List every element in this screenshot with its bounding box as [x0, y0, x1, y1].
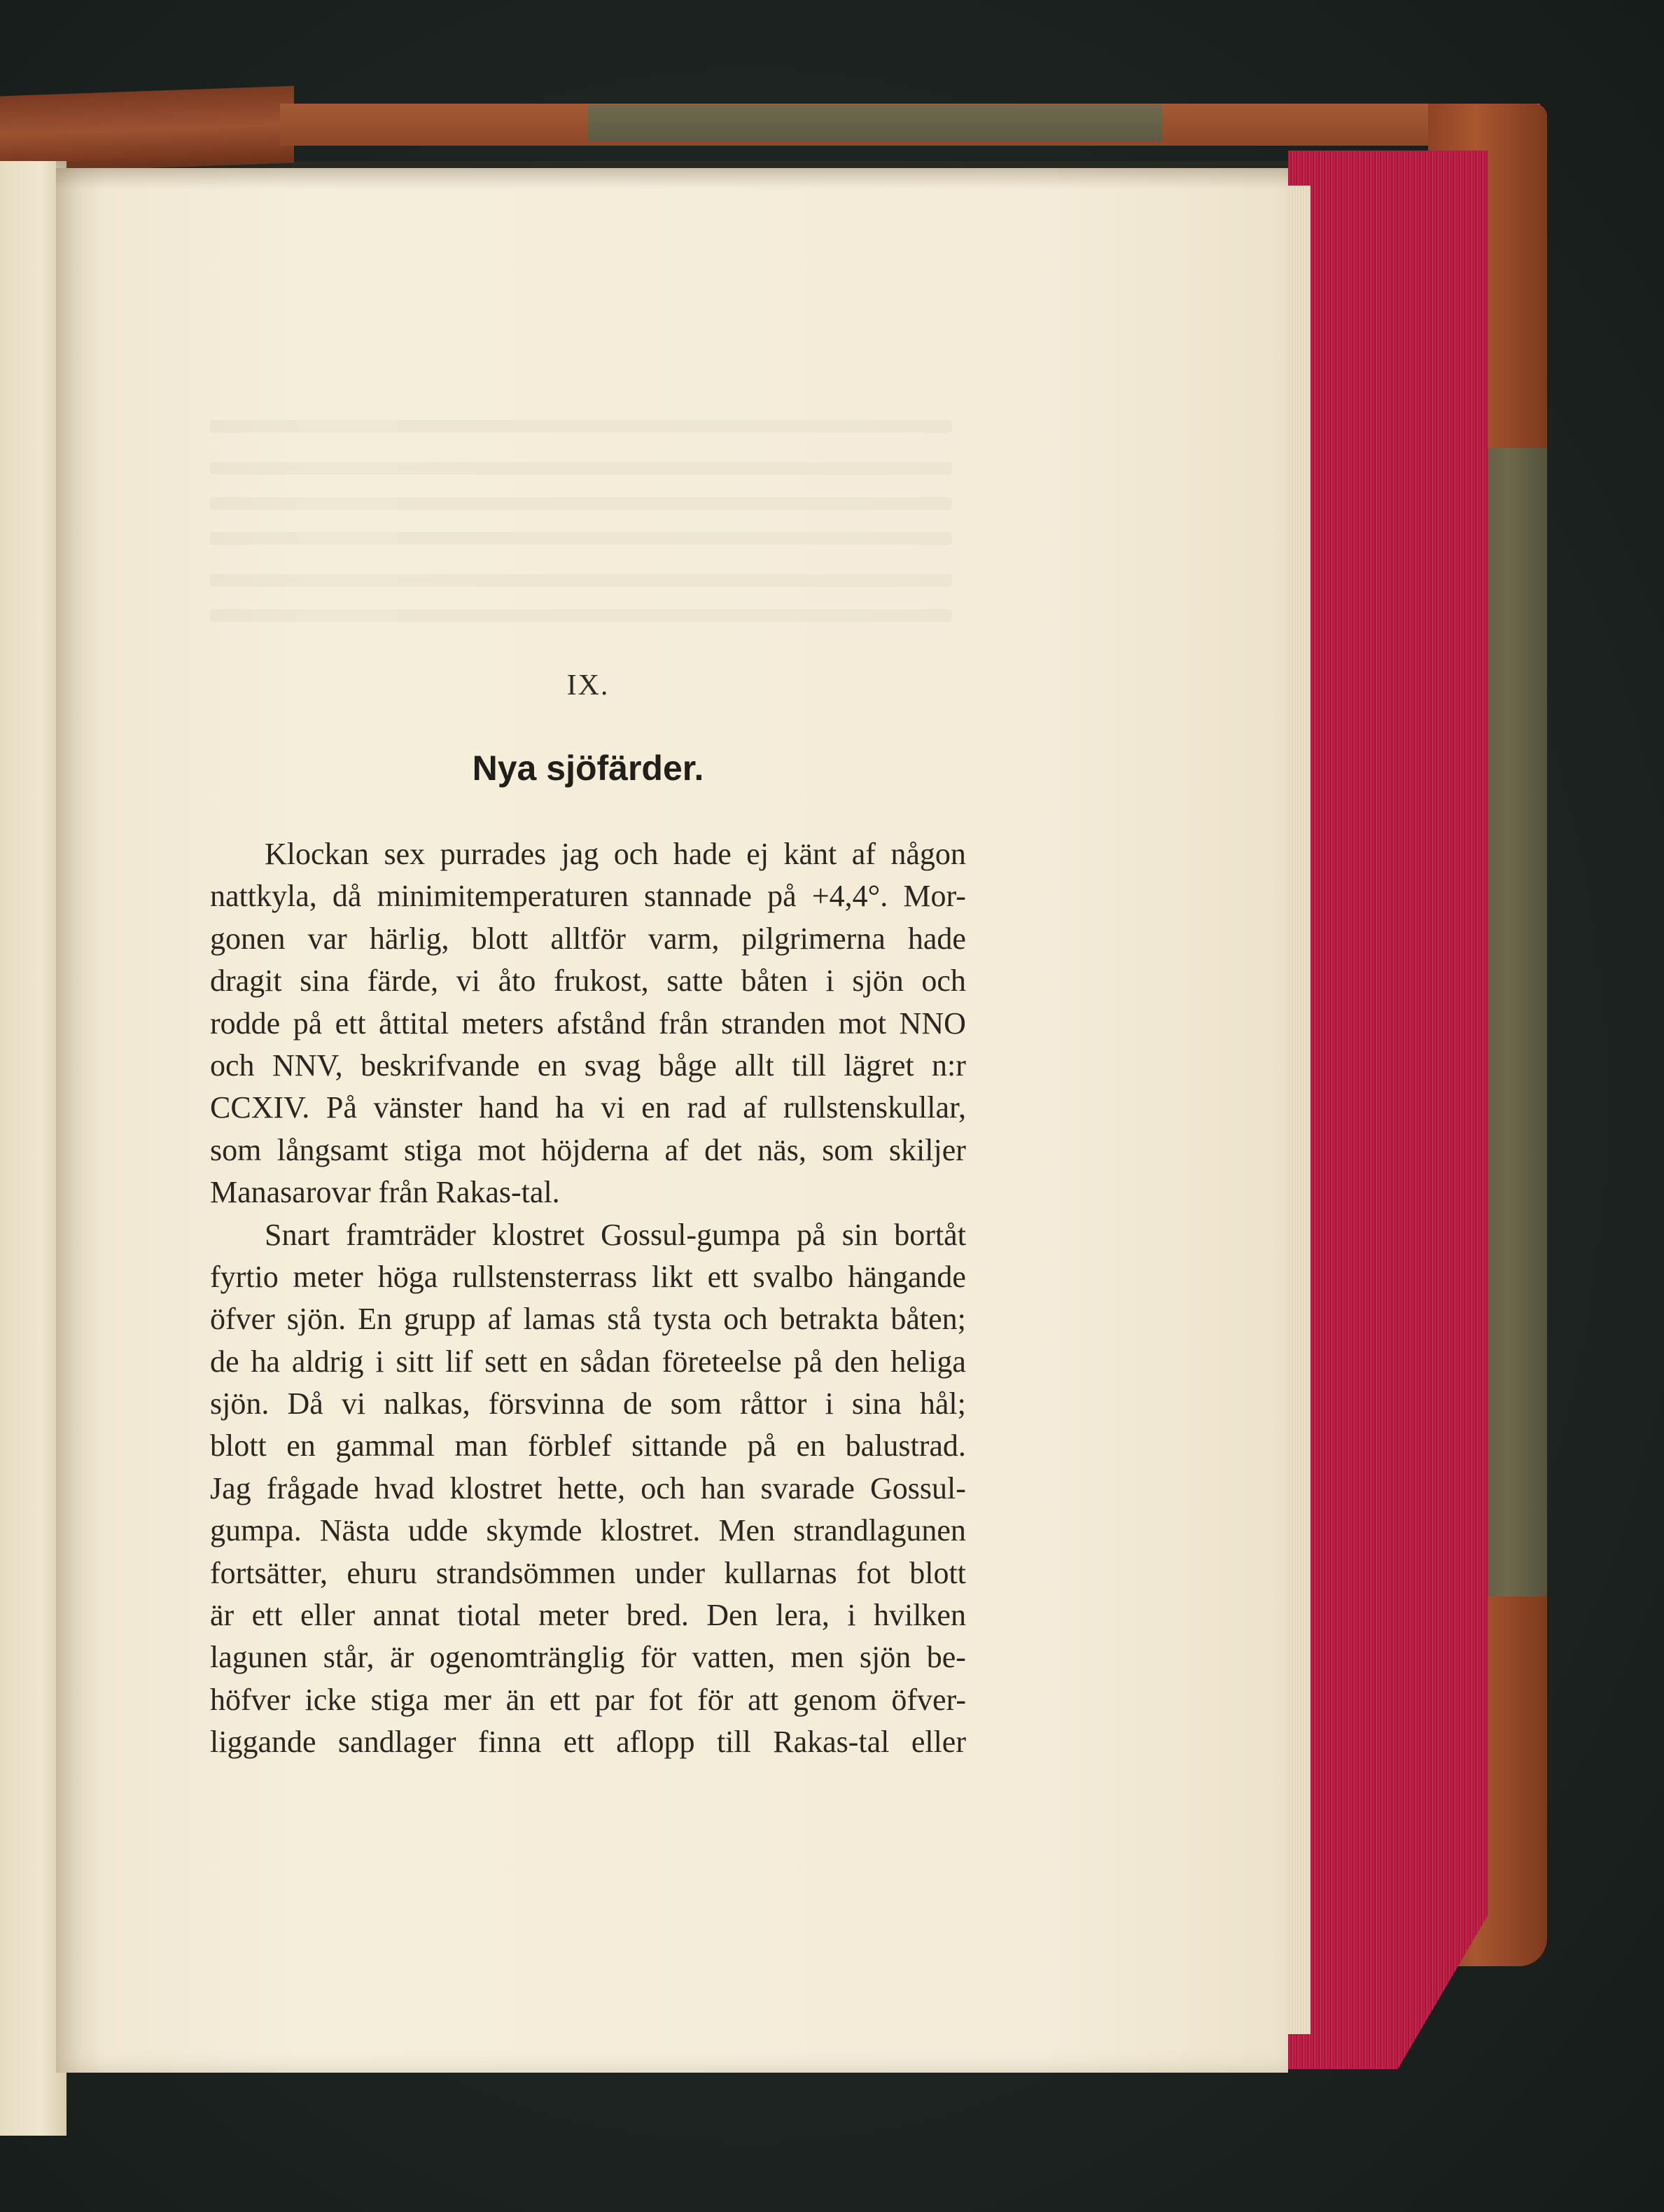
chapter-number: IX.: [566, 669, 610, 702]
paragraph-2: [210, 1214, 966, 1764]
text-line: blott en gammal man förblef sittande på en balustrad.: [210, 1428, 966, 1463]
text-line: som långsamt stiga mot höjderna af det näs, som skiljer: [210, 1132, 966, 1167]
text-line: öfver sjön. En grupp af lamas stå tysta och betrakta båten;: [210, 1302, 966, 1337]
body-text: [210, 833, 966, 1764]
text-line: Jag frågade hvad klostret hette, och han svarade Gossul-: [210, 1470, 966, 1505]
show-through-line: [210, 420, 952, 433]
text-line: Manasarovar från Rakas-tal.: [210, 1175, 560, 1210]
book-cover-left-edge: [0, 86, 294, 174]
text-line: Klockan sex purrades jag och hade ej känt af någon: [265, 837, 966, 871]
text-line: och NNV, beskrifvande en svag båge allt till lägret n:r: [210, 1048, 966, 1083]
text-line: Snart framträder klostret Gossul-gumpa på sin bortåt: [265, 1217, 966, 1252]
text-line: fortsätter, ehuru strandsömmen under kullarnas fot blott: [210, 1555, 966, 1590]
text-line: höfver icke stiga mer än ett par fot för att genom öfver-: [210, 1682, 966, 1717]
show-through-line: [210, 497, 952, 510]
text-line: fyrtio meter höga rullstensterrass likt ett svalbo hängande: [210, 1259, 966, 1294]
text-line: rodde på ett åttital meters afstånd från stranden mot NNO: [210, 1006, 966, 1041]
text-line: liggande sandlager finna ett aflopp till Rakas-tal eller: [210, 1725, 966, 1760]
paragraph-1: [210, 833, 966, 1214]
text-line: lagunen står, är ogenomtränglig för vatten, men sjön be-: [210, 1640, 966, 1675]
text-line: gonen var härlig, blott alltför varm, pilgrimerna hade: [210, 921, 966, 956]
text-line: sjön. Då vi nalkas, försvinna de som råttor i sina hål;: [210, 1386, 966, 1421]
show-through-line: [210, 574, 952, 587]
text-line: CCXIV. På vänster hand ha vi en rad af rullstenskullar,: [210, 1090, 966, 1125]
text-line: nattkyla, då minimitemperaturen stannade på +4,4°. Mor-: [210, 879, 966, 914]
page-top-shadow: [56, 161, 1288, 189]
chapter-title: Nya sjöfärder.: [472, 749, 704, 788]
book-cover-top-cloth: [588, 105, 1162, 141]
text-line: de ha aldrig i sitt lif sett en sådan företeelse på den heliga: [210, 1344, 966, 1379]
page-edges-stack: [1288, 151, 1488, 2069]
show-through-line: [210, 532, 952, 545]
text-line: dragit sina färde, vi åto frukost, satte båten i sjön och: [210, 964, 966, 999]
show-through-line: [210, 462, 952, 475]
show-through-line: [210, 609, 952, 622]
text-line: är ett eller annat tiotal meter bred. Den lera, i hvilken: [210, 1598, 966, 1633]
text-line: gumpa. Nästa udde skymde klostret. Men strandlagunen: [210, 1513, 966, 1548]
